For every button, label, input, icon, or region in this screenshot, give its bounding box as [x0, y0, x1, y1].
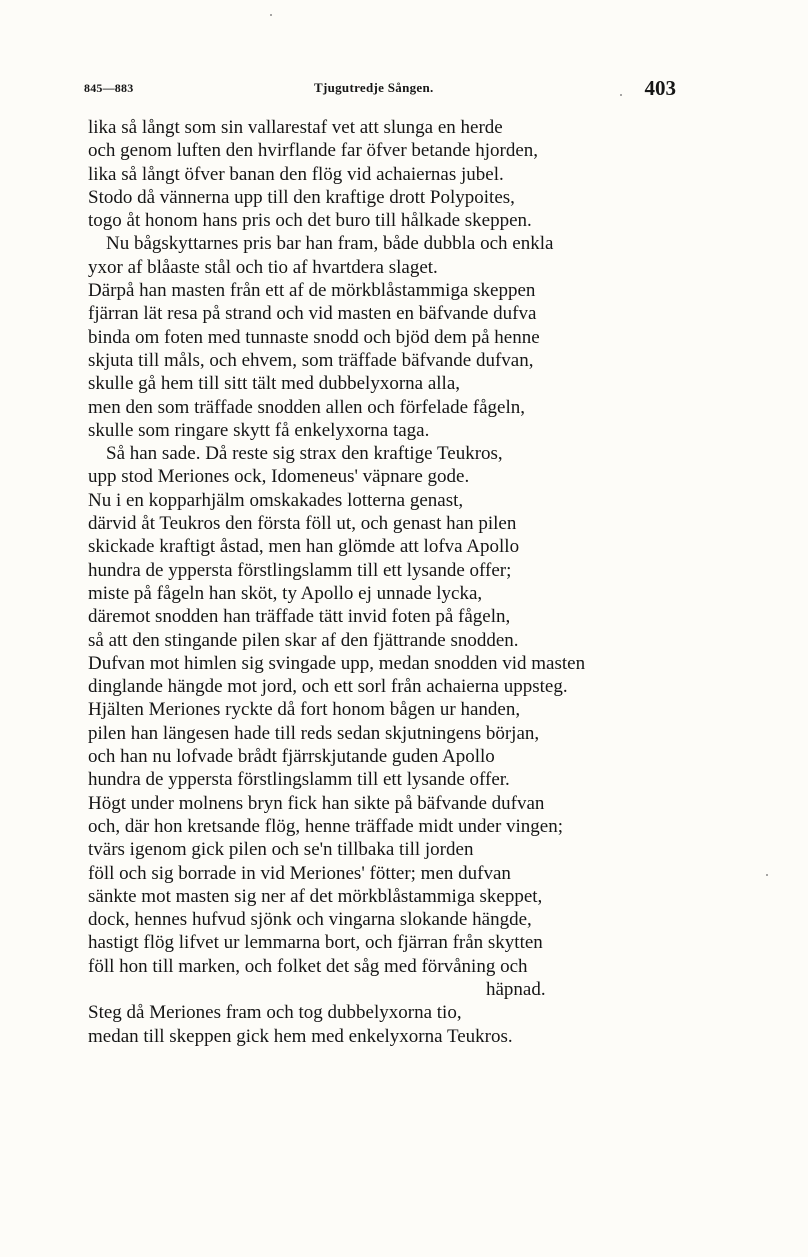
text-line: därvid åt Teukros den första föll ut, och genast han pilen [88, 513, 517, 535]
text-line: så att den stingande pilen skar af den fjättrande snodden. [88, 629, 519, 651]
text-line: föll och sig borrade in vid Meriones' fötter; men dufvan [88, 862, 511, 884]
text-line: binda om foten med tunnaste snodd och bjöd dem på henne [88, 326, 540, 348]
text-line: dinglande hängde mot jord, och ett sorl från achaierna uppsteg. [88, 676, 568, 698]
text-line: och, där hon kretsande flög, henne träffade midt under vingen; [88, 815, 564, 837]
text-line: Nu i en kopparhjälm omskakades lotterna genast, [88, 489, 464, 511]
text-line: pilen han längesen hade till reds sedan skjutningens början, [88, 722, 540, 744]
text-line: Steg då Meriones fram och tog dubbelyxorna tio, [88, 1002, 462, 1024]
running-title: Tjugutredje Sången. [314, 80, 434, 95]
line-range: 845—883 [84, 81, 134, 95]
text-line: och han nu lofvade brådt fjärrskjutande guden Apollo [88, 746, 495, 768]
text-line: Så han sade. Då reste sig strax den kraftige Teukros, [106, 443, 503, 465]
text-line: men den som träffade snodden allen och förfelade fågeln, [88, 396, 525, 418]
text-line: skickade kraftigt åstad, men han glömde att lofva Apollo [88, 536, 520, 558]
text-line: tvärs igenom gick pilen och se'n tillbaka till jorden [88, 839, 474, 861]
text-line: däremot snodden han träffade tätt invid foten på fågeln, [88, 606, 511, 628]
text-line: togo åt honom hans pris och det buro till hålkade skeppen. [88, 210, 532, 232]
text-line: hastigt flög lifvet ur lemmarna bort, och fjärran från skytten [88, 932, 543, 954]
page-header [84, 76, 676, 102]
text-line: och genom luften den hvirflande far öfver betande hjorden, [88, 140, 539, 162]
text-line: föll hon till marken, och folket det såg med förvåning och [88, 955, 528, 977]
text-line: fjärran lät resa på strand och vid masten en bäfvande dufva [88, 303, 537, 325]
text-line: Nu bågskyttarnes pris bar han fram, både dubbla och enkla [106, 233, 554, 255]
text-line: hundra de yppersta förstlingslamm till ett lysande offer; [88, 559, 512, 581]
text-line: upp stod Meriones ock, Idomeneus' väpnare gode. [88, 466, 470, 488]
text-line: Därpå han masten från ett af de mörkblåstammiga skeppen [88, 280, 536, 302]
text-line: Stodo då vännerna upp till den kraftige drott Polypoites, [88, 186, 515, 208]
text-line: lika så långt som sin vallarestaf vet att slunga en herde [88, 117, 503, 138]
text-line: hundra de yppersta förstlingslamm till ett lysande offer. [88, 769, 510, 791]
text-line: medan till skeppen gick hem med enkelyxorna Teukros. [88, 1025, 513, 1047]
text-line: lika så långt öfver banan den flög vid achaiernas jubel. [88, 163, 504, 185]
text-line: skulle gå hem till sitt tält med dubbelyxorna alla, [88, 373, 461, 395]
text-line: Dufvan mot himlen sig svingade upp, medan snodden vid masten [88, 652, 586, 674]
paper-speck [766, 874, 768, 876]
page-number: 403 [644, 76, 676, 100]
text-line: miste på fågeln han sköt, ty Apollo ej unnade lycka, [88, 582, 483, 604]
text-line: Hjälten Meriones ryckte då fort honom bågen ur handen, [88, 699, 521, 721]
text-line: skulle som ringare skytt få enkelyxorna taga. [88, 419, 430, 441]
text-line: skjuta till måls, och ehvem, som träffade bäfvande dufvan, [88, 349, 534, 371]
text-line: Högt under molnens bryn fick han sikte på bäfvande dufvan [88, 792, 545, 814]
text-line: sänkte mot masten sig ner af det mörkblåstammiga skeppet, [88, 885, 543, 907]
text-line: häpnad. [486, 978, 546, 1000]
paper-speck [620, 94, 622, 96]
text-line: yxor af blåaste stål och tio af hvartdera slaget. [88, 256, 438, 278]
text-line: dock, hennes hufvud sjönk och vingarna slokande hängde, [88, 909, 532, 931]
paper-speck [270, 14, 272, 16]
poem-text [88, 116, 688, 1048]
